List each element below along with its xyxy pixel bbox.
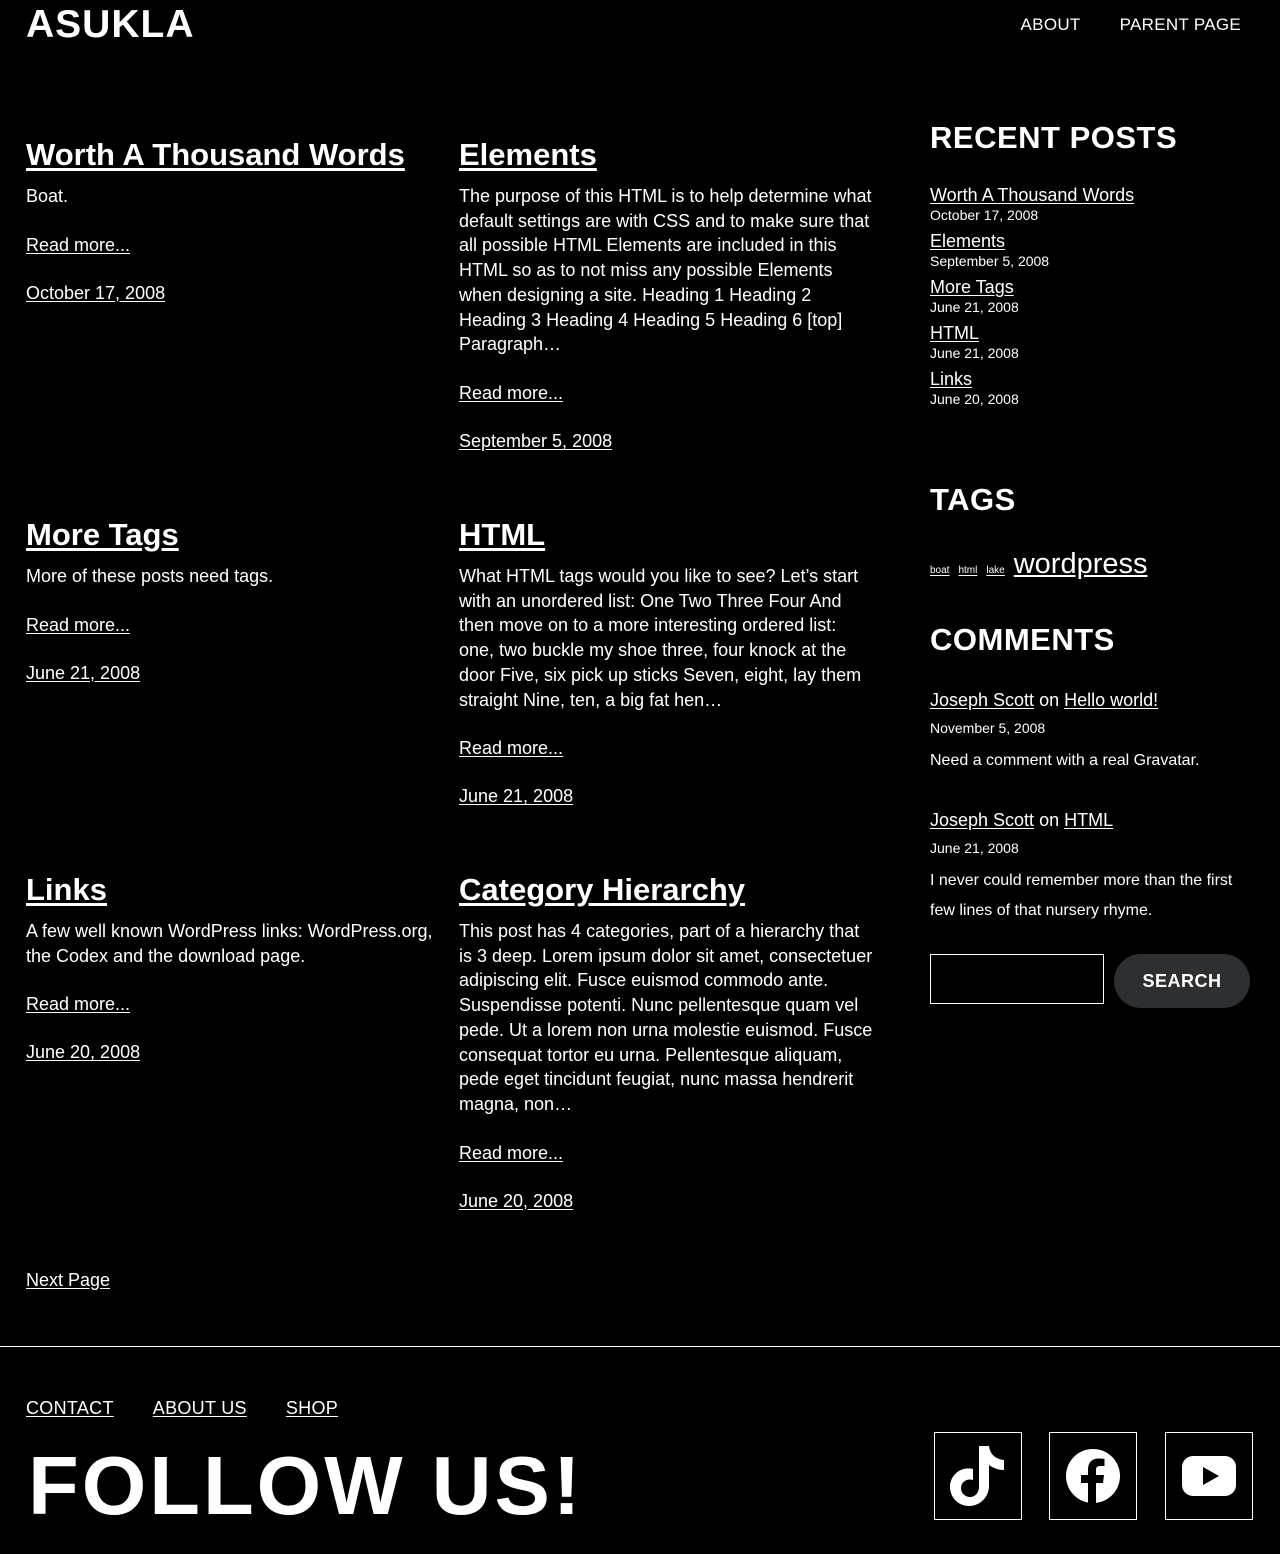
top-nav [1021,15,1241,35]
post-title-link[interactable]: Links [26,872,107,907]
post-excerpt: This post has 4 categories, part of a hierarchy that is 3 deep. Lorem ipsum dolor sit amet, consectetuer adipiscing elit. Fusce euismod commodo ante. Suspendisse potenti. Nunc pellentesque quam vel pede. Ut a lorem non urna molestie euismod. Fusce consequat tortor eu urna. Pellentesque aliquam, pede eget tincidunt feugiat, nunc massa hendrerit magna, non… [459,921,873,1114]
post-excerpt: More of these posts need tags. [26,566,274,586]
tiktok-link[interactable] [934,1432,1022,1520]
sidebar [930,120,1260,991]
post-excerpt: What HTML tags would you like to see? Let’s start with an unordered list: One Two Three Four And then move on to a more interesting ordered list: one, two buckle my shoe three, four knock at the door Five, six pick up sticks Seven, eight, lay them straight Nine, ten, a big fat hen… [459,566,862,710]
comment-post-link[interactable]: Hello world! [1064,690,1159,710]
read-more-link[interactable]: Read more... [459,382,564,403]
comments-heading: COMMENTS [930,622,1115,657]
recent-post-link[interactable]: Links [930,369,973,389]
comment-author-link[interactable]: Joseph Scott [930,810,1035,830]
nav-parent-page[interactable]: PARENT PAGE [1119,15,1241,34]
post-title [459,873,874,907]
tag-link-boat[interactable]: boat [930,565,950,576]
footer-nav-contact[interactable]: CONTACT [26,1398,114,1418]
post-title-link[interactable]: More Tags [26,517,179,552]
post-title-link[interactable]: Elements [459,137,597,172]
post-card [459,138,874,453]
comment-on-text: on [1039,810,1060,830]
post-date-link[interactable]: June 20, 2008 [459,1190,574,1211]
list-item [930,276,1260,316]
comment-post-link[interactable]: HTML [1064,810,1114,830]
post-title-link[interactable]: Worth A Thousand Words [26,137,405,172]
facebook-link[interactable] [1049,1432,1137,1520]
read-more-link[interactable]: Read more... [26,614,131,635]
tag-link-html[interactable]: html [958,565,978,576]
list-item [930,230,1260,270]
read-more-link[interactable]: Read more... [26,234,131,255]
post-date-link[interactable]: June 20, 2008 [26,1042,141,1063]
recent-post-date: September 5, 2008 [930,253,1050,269]
comment-text: I never could remember more than the first few lines of that nursery rhyme. [930,872,1233,919]
search-form [930,954,1250,1008]
footer-nav-about-us[interactable]: ABOUT US [152,1398,247,1418]
post-title-link[interactable]: Category Hierarchy [459,872,746,907]
recent-post-link[interactable]: More Tags [930,277,1014,297]
recent-post-date: June 21, 2008 [930,345,1019,361]
search-input[interactable] [930,954,1104,1004]
list-item [930,368,1260,408]
comment-item [930,688,1260,776]
footer-nav-shop[interactable]: SHOP [285,1398,339,1418]
footer-divider [0,1346,1280,1347]
post-title [26,873,441,907]
facebook-icon [1066,1449,1120,1503]
comment-date: November 5, 2008 [930,720,1046,736]
comment-item [930,808,1260,926]
recent-posts-heading: RECENT POSTS [930,120,1178,155]
comment-date: June 21, 2008 [930,840,1019,856]
tag-link-wordpress[interactable]: wordpress [1013,548,1148,580]
read-more-link[interactable]: Read more... [459,1142,564,1163]
post-card [459,518,874,808]
tag-cloud [930,548,1148,581]
follow-us-heading: FOLLOW US! [28,1439,584,1532]
read-more-link[interactable]: Read more... [26,994,131,1015]
recent-post-date: October 17, 2008 [930,207,1039,223]
post-card [459,873,874,1213]
site-title[interactable]: ASUKLA [26,3,195,46]
post-card [26,518,441,685]
read-more-link[interactable]: Read more... [459,738,564,759]
youtube-link[interactable] [1165,1432,1253,1520]
post-title [459,138,874,172]
list-item [930,322,1260,362]
post-title [26,518,441,552]
post-date-link[interactable]: June 21, 2008 [26,662,141,683]
post-date-link[interactable]: October 17, 2008 [26,282,166,303]
youtube-icon [1182,1456,1236,1496]
tiktok-icon [949,1444,1007,1508]
post-date-link[interactable]: June 21, 2008 [459,786,574,807]
recent-post-date: June 20, 2008 [930,391,1019,407]
post-excerpt: A few well known WordPress links: WordPress.org, the Codex and the download page. [26,921,433,966]
search-button[interactable]: SEARCH [1114,954,1250,1008]
footer-nav [26,1398,338,1419]
post-date-link[interactable]: September 5, 2008 [459,430,613,451]
comment-on-text: on [1039,690,1060,710]
next-page-link[interactable]: Next Page [26,1270,111,1290]
tags-heading: TAGS [930,482,1016,517]
tag-link-lake[interactable]: lake [986,565,1005,576]
recent-post-date: June 21, 2008 [930,299,1019,315]
comment-header [930,688,1260,712]
comment-author-link[interactable]: Joseph Scott [930,690,1035,710]
comment-header [930,808,1260,832]
post-title [26,138,441,172]
nav-about[interactable]: ABOUT [1020,15,1081,34]
recent-post-link[interactable]: Worth A Thousand Words [930,185,1135,205]
post-card [26,138,441,305]
post-excerpt: Boat. [26,186,69,206]
recent-post-link[interactable]: HTML [930,323,979,343]
recent-post-link[interactable]: Elements [930,231,1006,251]
recent-posts-list [930,184,1260,408]
list-item [930,184,1260,224]
post-excerpt: The purpose of this HTML is to help determine what default settings are with CSS and to make sure that all possible HTML Elements are included in this HTML so as to not miss any possible Elements when designing a site. Heading 1 Heading 2 Heading 3 Heading 4 Heading 5 Heading 6 [top] Paragraph… [459,186,872,355]
post-title-link[interactable]: HTML [459,517,546,552]
comment-text: Need a comment with a real Gravatar. [930,752,1200,769]
post-card [26,873,441,1064]
post-title [459,518,874,552]
